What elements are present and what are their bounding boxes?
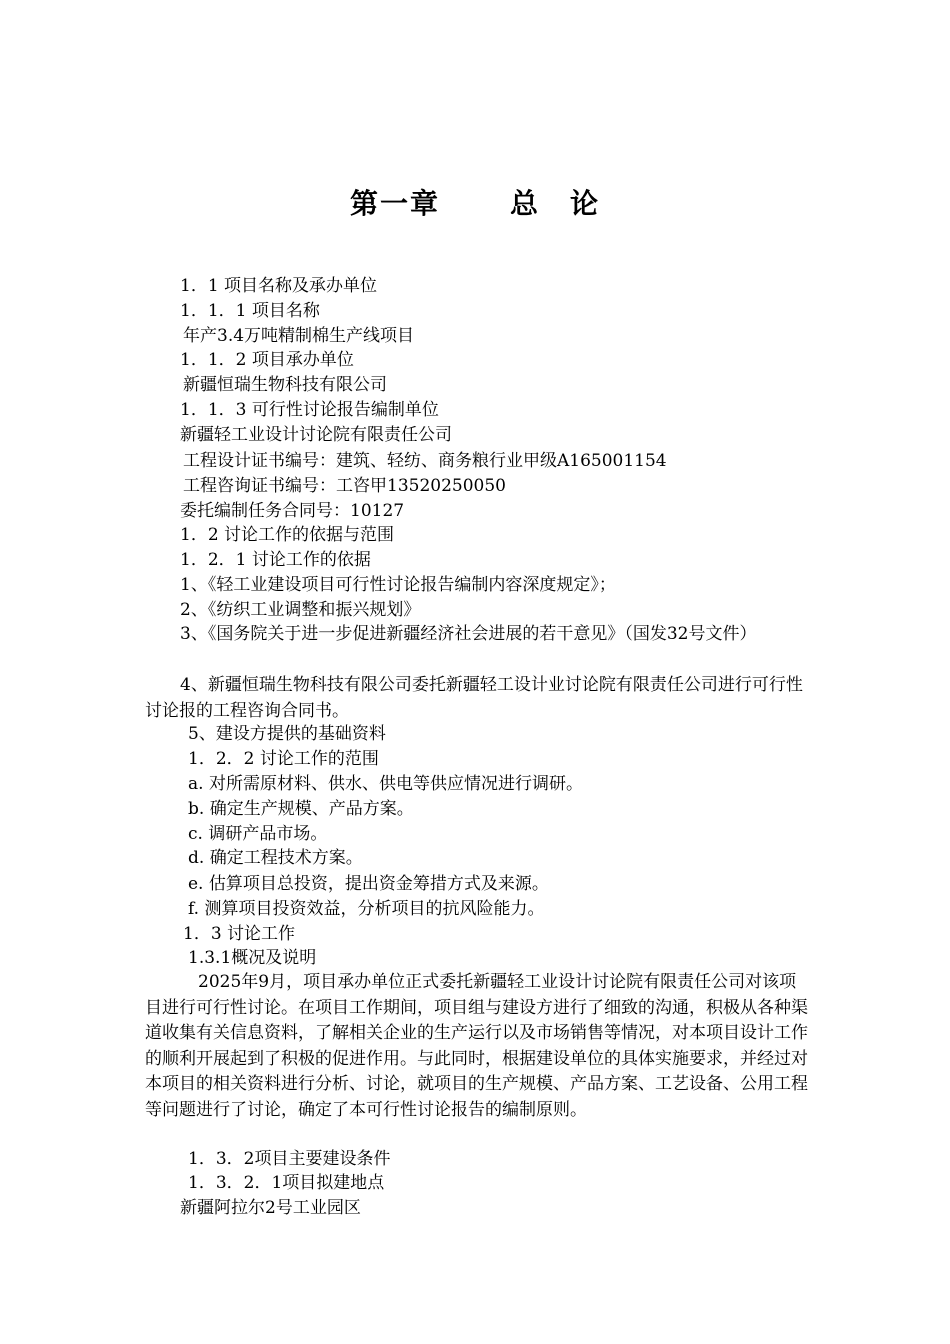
- heading-1-1: 1．1 项目名称及承办单位: [180, 276, 378, 296]
- heading-1-1-2: 1．1．2 项目承办单位: [180, 350, 354, 370]
- heading-1-3-2-1: 1．3．2．1项目拟建地点: [188, 1173, 385, 1193]
- scope-item-c: c. 调研产品市场。: [188, 824, 328, 844]
- heading-1-1-1: 1．1．1 项目名称: [180, 301, 320, 321]
- basis-item-4: 4、新疆恒瑞生物科技有限公司委托新疆轻工设计业讨论院有限责任公司进行可行性讨论报的工程咨询合同书。: [145, 675, 803, 721]
- scope-item-a: a. 对所需原材料、供水、供电等供应情况进行调研。: [188, 774, 583, 794]
- basis-item-5: 5、建设方提供的基础资料: [188, 724, 386, 744]
- overview-paragraph: 2025年9月，项目承办单位正式委托新疆轻工业设计讨论院有限责任公司对该项目进行可行性讨论。在项目工作期间，项目组与建设方进行了细致的沟通，积极从各种渠道收集有关信息资料，了解相关企业的生产运行以及市场销售等情况，对本项目设计工作的顺利开展起到了积极的促进作用。与此同时，根据建设单位的具体实施要求，并经过对本项目的相关资料进行分析、讨论，就项目的生产规模、产品方案、工艺设备、公用工程等问题进行了讨论，确定了本可行性讨论报告的编制原则。: [145, 972, 808, 1120]
- basis-item-1: 1、《轻工业建设项目可行性讨论报告编制内容深度规定》；: [180, 575, 616, 595]
- heading-1-3: 1．3 讨论工作: [183, 924, 296, 944]
- scope-item-f: f. 测算项目投资效益，分析项目的抗风险能力。: [188, 899, 545, 919]
- heading-1-3-2: 1．3．2项目主要建设条件: [188, 1149, 391, 1169]
- contract-number: 委托编制任务合同号：10127: [180, 501, 405, 521]
- chapter-title: [0, 182, 950, 222]
- compiler-name: 新疆轻工业设计讨论院有限责任公司: [180, 425, 452, 445]
- site-location: 新疆阿拉尔2号工业园区: [180, 1198, 361, 1218]
- scope-item-d: d. 确定工程技术方案。: [188, 848, 363, 868]
- scope-item-e: e. 估算项目总投资，提出资金筹措方式及来源。: [188, 874, 549, 894]
- consulting-certificate: 工程咨询证书编号：工咨甲13520250050: [183, 476, 506, 496]
- heading-1-2: 1．2 讨论工作的依据与范围: [180, 525, 395, 545]
- heading-1-1-3: 1．1．3 可行性讨论报告编制单位: [180, 400, 439, 420]
- heading-1-2-2: 1．2．2 讨论工作的范围: [188, 749, 379, 769]
- chapter-number: 第一章: [349, 187, 440, 220]
- project-name: 年产3.4万吨精制棉生产线项目: [183, 326, 415, 346]
- heading-1-2-1: 1．2．1 讨论工作的依据: [180, 550, 371, 570]
- design-certificate: 工程设计证书编号：建筑、轻纺、商务粮行业甲级A165001154: [183, 451, 667, 471]
- basis-item-3: 3、《国务院关于进一步促进新疆经济社会进展的若干意见》（国发32号文件）: [180, 624, 757, 644]
- basis-item-2: 2、《纺织工业调整和振兴规划》: [180, 600, 421, 620]
- sponsor-name: 新疆恒瑞生物科技有限公司: [183, 375, 387, 395]
- heading-1-3-1: 1.3.1概况及说明: [188, 948, 317, 968]
- chapter-name: 总 论: [510, 187, 601, 220]
- scope-item-b: b. 确定生产规模、产品方案。: [188, 799, 414, 819]
